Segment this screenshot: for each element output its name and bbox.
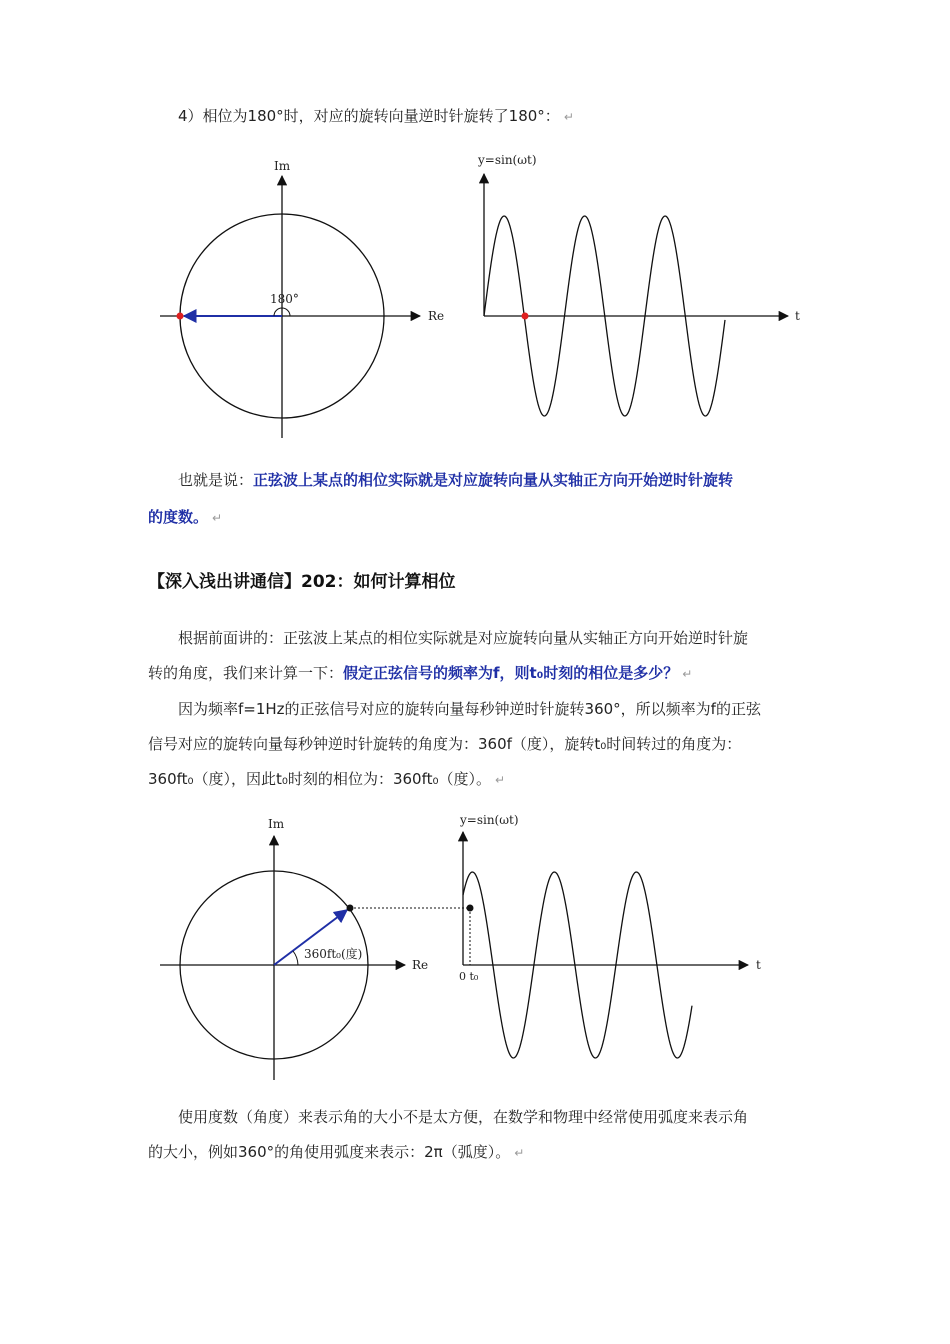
paragraph-calc-line1: 因为频率f=1Hz的正弦信号对应的旋转向量每秒钟逆时针旋转360°，所以频率为f的正弦 bbox=[178, 700, 761, 718]
phase-point bbox=[467, 905, 474, 912]
question-emphasis: 假定正弦信号的频率为f，则t₀时刻的相位是多少？ bbox=[343, 664, 679, 682]
paragraph-mark: ↵ bbox=[682, 667, 693, 681]
paragraph-mark: ↵ bbox=[563, 110, 574, 124]
im-label: Im bbox=[268, 817, 285, 831]
paragraph-mark: ↵ bbox=[514, 1146, 525, 1160]
paragraph-radian-line1: 使用度数（角度）来表示角的大小不是太方便，在数学和物理中经常使用弧度来表示角 bbox=[178, 1108, 749, 1126]
radian-text: 的大小，例如360°的角使用弧度来表示：2π（弧度）。 bbox=[148, 1143, 511, 1161]
conclusion-emphasis-2: 的度数。 bbox=[148, 508, 209, 526]
section-heading: 【深入浅出讲通信】202：如何计算相位 bbox=[148, 572, 456, 592]
paragraph-conclusion-line2 bbox=[148, 507, 222, 528]
paragraph-calc-line2: 信号对应的旋转向量每秒钟逆时针旋转的角度为：360f（度），旋转t₀时间转过的角度为： bbox=[148, 735, 742, 753]
y-label: y=sin(ωt) bbox=[460, 813, 519, 827]
re-label: Re bbox=[428, 309, 445, 323]
conclusion-prefix: 也就是说： bbox=[178, 471, 254, 489]
paragraph-radian-line2 bbox=[148, 1142, 524, 1163]
paragraph-question-line2 bbox=[148, 663, 692, 684]
paragraph-text: 4）相位为180°时，对应的旋转向量逆时针旋转了180°： bbox=[178, 107, 560, 125]
paragraph-phase-180 bbox=[178, 106, 574, 127]
conclusion-emphasis-1: 正弦波上某点的相位实际就是对应旋转向量从实轴正方向开始逆时针旋转 bbox=[253, 471, 734, 489]
origin-label: 0 t₀ bbox=[459, 970, 479, 983]
paragraph-question-line1: 根据前面讲的：正弦波上某点的相位实际就是对应旋转向量从实轴正方向开始逆时针旋 bbox=[178, 629, 749, 647]
re-label: Re bbox=[412, 958, 429, 972]
angle-arc bbox=[293, 951, 298, 965]
t-label: t bbox=[756, 958, 761, 972]
phase-point bbox=[522, 313, 529, 320]
paragraph-mark: ↵ bbox=[494, 773, 506, 787]
vector-point bbox=[177, 313, 184, 320]
angle-label: 180° bbox=[270, 292, 299, 306]
calc-result: 360ft₀（度），因此t₀时刻的相位为：360ft₀（度）。 bbox=[148, 770, 491, 788]
y-label: y=sin(ωt) bbox=[478, 153, 537, 167]
paragraph-conclusion-line1 bbox=[178, 470, 733, 490]
figure-phase-t0 bbox=[0, 808, 950, 1098]
question-lead: 转的角度，我们来计算一下： bbox=[148, 664, 344, 682]
figure-phase-180 bbox=[0, 140, 950, 450]
im-label: Im bbox=[274, 159, 291, 173]
t-label: t bbox=[795, 309, 800, 323]
angle-label: 360ft₀(度) bbox=[304, 947, 363, 961]
paragraph-calc-line3 bbox=[148, 769, 505, 790]
paragraph-mark: ↵ bbox=[212, 511, 223, 525]
